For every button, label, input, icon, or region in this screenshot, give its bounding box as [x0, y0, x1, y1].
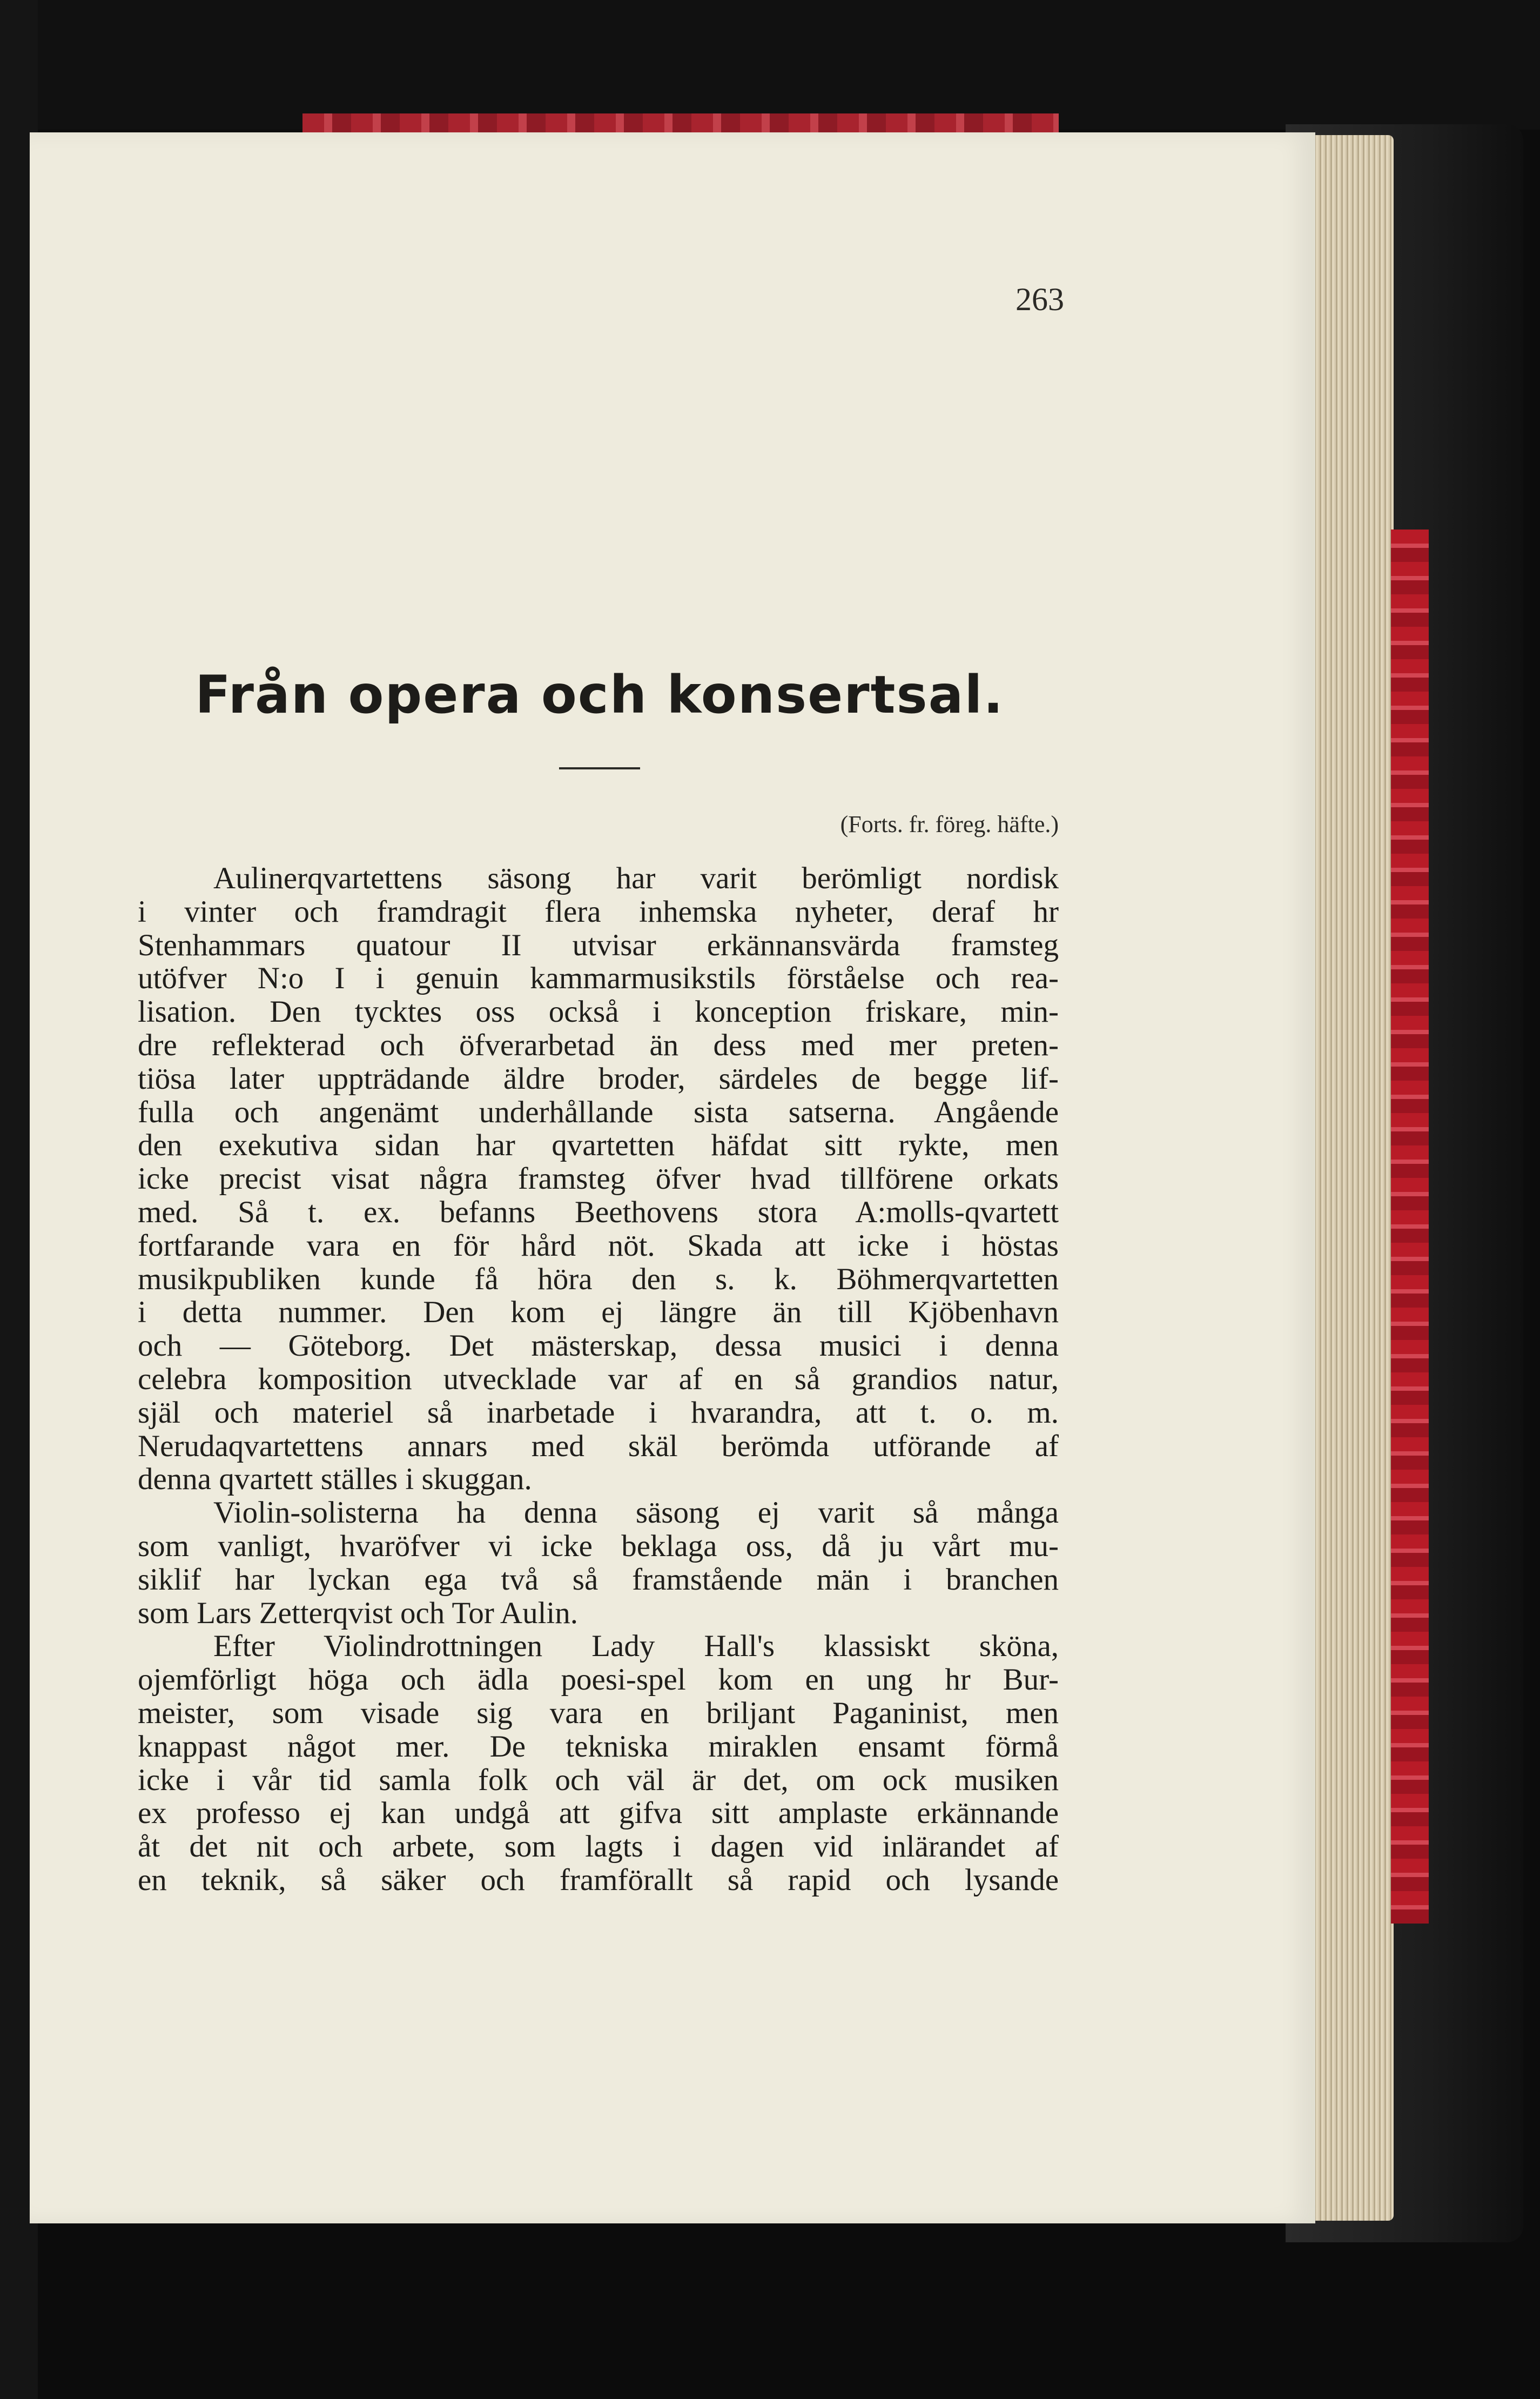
text-line: och — Göteborg. Det mästerskap, dessa musici i denna	[138, 1329, 1059, 1363]
text-line: utöfver N:o I i genuin kammarmusikstils förståelse och rea-	[138, 962, 1059, 996]
continuation-note: (Forts. fr. föreg. häfte.)	[840, 811, 1059, 837]
text-line: meister, som visade sig vara en briljant Paganinist, men	[138, 1696, 1059, 1730]
page-title: Från opera och konsertsal.	[195, 665, 1004, 725]
text-line: fulla och angenämt underhållande sista satserna. Angående	[138, 1095, 1059, 1129]
text-line: Aulinerqvartettens säsong har varit berömligt nordisk	[213, 862, 1059, 895]
text-line: Violin-solisterna ha denna säsong ej varit så många	[213, 1496, 1059, 1530]
text-line: själ och materiel så inarbetade i hvarandra, att t. o. m.	[138, 1396, 1059, 1430]
text-line: med. Så t. ex. befanns Beethovens stora A:molls-qvartett	[138, 1195, 1059, 1229]
text-line: icke precist visat några framsteg öfver hvad tillförene orkats	[138, 1162, 1059, 1196]
text-line: denna qvartett ställes i skuggan.	[138, 1463, 532, 1497]
text-line: icke i vår tid samla folk och väl är det, om ock musiken	[138, 1763, 1059, 1797]
text-line: knappast något mer. De tekniska miraklen ensamt förmå	[138, 1730, 1059, 1764]
text-line: ojemförligt höga och ädla poesi-spel kom en ung hr Bur-	[138, 1663, 1059, 1697]
text-line: i detta nummer. Den kom ej längre än till Kjöbenhavn	[138, 1296, 1059, 1330]
text-line: Efter Violindrottningen Lady Hall's klassiskt sköna,	[213, 1630, 1059, 1664]
text-line: ex professo ej kan undgå att gifva sitt amplaste erkännande	[138, 1797, 1059, 1831]
text-line: dre reflekterad och öfverarbetad än dess med mer preten-	[138, 1028, 1059, 1062]
text-line: en teknik, så säker och framförallt så rapid och lysande	[138, 1863, 1059, 1897]
text-line: siklif har lyckan ega två så framstående män i branchen	[138, 1563, 1059, 1597]
text-line: musikpubliken kunde få höra den s. k. Böhmerqvartetten	[138, 1262, 1059, 1296]
text-line: Nerudaqvartettens annars med skäl berömda utförande af	[138, 1429, 1059, 1463]
text-line: lisation. Den tycktes oss också i konception friskare, min-	[138, 995, 1059, 1029]
background-top	[0, 0, 1540, 130]
article-body	[138, 862, 1059, 2007]
page-number: 263	[1016, 282, 1064, 317]
text-line: den exekutiva sidan har qvartetten häfdat sitt rykte, men	[138, 1129, 1059, 1163]
spine-label-strip	[1391, 530, 1429, 1924]
text-line: som Lars Zetterqvist och Tor Aulin.	[138, 1596, 579, 1630]
text-line: Stenhammars quatour II utvisar erkännansvärda framsteg	[138, 928, 1059, 962]
text-line: fortfarande vara en för hård nöt. Skada att icke i höstas	[138, 1229, 1059, 1263]
text-line: åt det nit och arbete, som lagts i dagen vid inlärandet af	[138, 1830, 1059, 1864]
text-line: som vanligt, hvaröfver vi icke beklaga oss, då ju vårt mu-	[138, 1529, 1059, 1563]
text-line: i vinter och framdragit flera inhemska nyheter, deraf hr	[138, 895, 1059, 929]
text-line: tiösa later uppträdande äldre broder, särdeles de begge lif-	[138, 1062, 1059, 1096]
text-line: celebra komposition utvecklade var af en så grandios natur,	[138, 1362, 1059, 1396]
title-divider	[559, 767, 640, 769]
